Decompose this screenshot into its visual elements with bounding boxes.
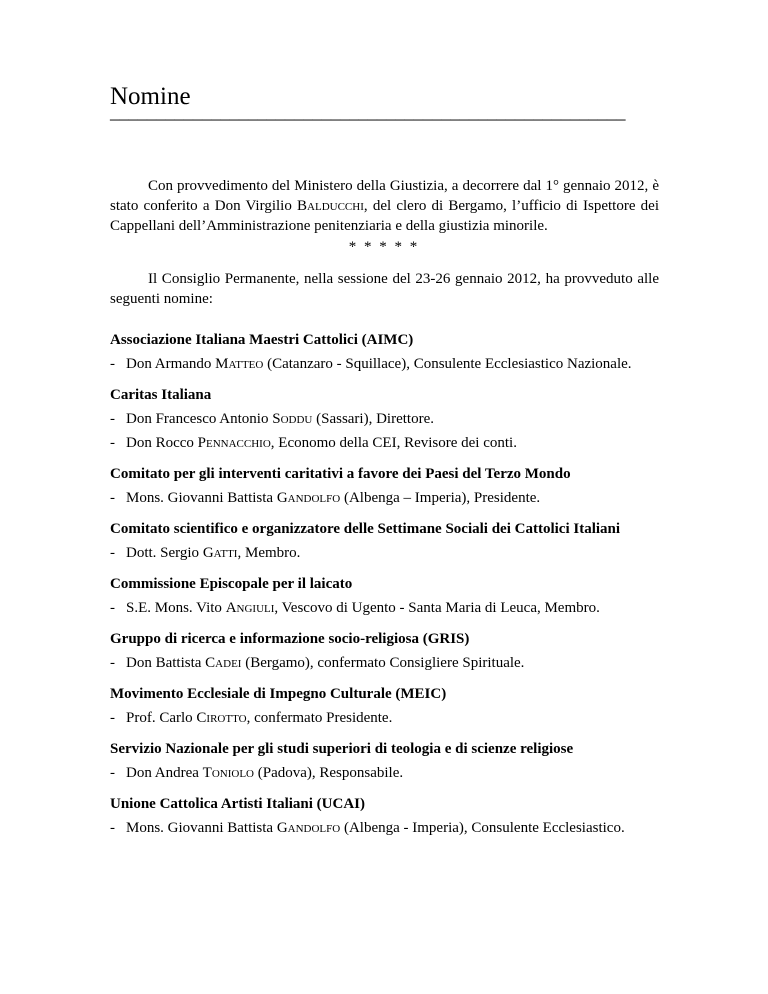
item-surname: Cirotto <box>196 710 247 726</box>
list-dash: - <box>110 545 115 561</box>
item-role: (Albenga – Imperia), Presidente. <box>340 490 541 506</box>
intro-text-after: , del clero di Bergamo, l’ufficio di Ispettore dei Cappellani dell’Amministrazione penitenziaria e della giustizia minorile. <box>110 198 660 234</box>
item-surname: Gandolfo <box>276 820 341 836</box>
appointment-section <box>110 519 690 563</box>
appointment-section <box>110 794 690 838</box>
council-paragraph: Il Consiglio Permanente, nella sessione del 23-26 gennaio 2012, ha provveduto alle seguenti nomine: <box>110 271 659 307</box>
appointment-section <box>110 739 690 783</box>
item-name: S.E. Mons. Vito <box>126 600 226 616</box>
item-name: Don Rocco <box>126 435 198 451</box>
item-role: , confermato Presidente. <box>246 710 393 726</box>
item-name: Don Francesco Antonio <box>126 411 273 427</box>
list-dash: - <box>110 765 115 781</box>
list-dash: - <box>110 820 115 836</box>
item-name: Dott. Sergio <box>126 545 203 561</box>
appointment-item <box>110 818 690 838</box>
intro-paragraph <box>110 176 659 236</box>
item-surname: Matteo <box>215 356 264 372</box>
item-role: (Bergamo), confermato Consigliere Spirituale. <box>241 655 525 671</box>
section-heading: Gruppo di ricerca e informazione socio-religiosa (GRIS) <box>110 631 470 647</box>
section-heading: Caritas Italiana <box>110 387 212 403</box>
section-heading: Movimento Ecclesiale di Impegno Culturale (MEIC) <box>110 686 447 702</box>
appointment-item <box>110 354 690 374</box>
appointments-list <box>110 330 690 849</box>
item-role: (Albenga - Imperia), Consulente Ecclesiastico. <box>340 820 625 836</box>
appointment-section <box>110 684 690 728</box>
item-surname: Cadei <box>205 655 242 671</box>
item-role: , Economo della CEI, Revisore dei conti. <box>270 435 517 451</box>
appointment-item <box>110 763 690 783</box>
item-surname: Gandolfo <box>276 490 341 506</box>
item-name: Mons. Giovanni Battista <box>126 490 277 506</box>
list-dash: - <box>110 710 115 726</box>
appointment-item <box>110 409 690 429</box>
appointment-section <box>110 330 690 374</box>
list-dash: - <box>110 411 115 427</box>
item-surname: Toniolo <box>202 765 254 781</box>
intro-surname: Balducchi <box>297 198 364 214</box>
item-role: , Membro. <box>237 545 301 561</box>
appointment-item <box>110 543 690 563</box>
list-dash: - <box>110 356 115 372</box>
item-role: (Catanzaro - Squillace), Consulente Ecclesiastico Nazionale. <box>263 356 632 372</box>
appointment-item <box>110 433 690 453</box>
item-name: Don Armando <box>126 356 216 372</box>
section-heading: Unione Cattolica Artisti Italiani (UCAI) <box>110 796 365 812</box>
list-dash: - <box>110 655 115 671</box>
item-surname: Soddu <box>272 411 313 427</box>
item-surname: Pennacchio <box>197 435 271 451</box>
item-name: Don Andrea <box>126 765 203 781</box>
item-role: (Sassari), Direttore. <box>312 411 434 427</box>
item-name: Mons. Giovanni Battista <box>126 820 277 836</box>
list-dash: - <box>110 490 115 506</box>
item-surname: Angiuli <box>225 600 275 616</box>
document-title: Nomine <box>110 83 191 110</box>
item-name: Don Battista <box>126 655 206 671</box>
intro-text-before: Con provvedimento del Ministero della Giustizia, a decorrere dal 1° gennaio 2012, è stato conferito a Don Virgilio <box>110 178 659 214</box>
appointment-section <box>110 574 690 618</box>
title-rule: ________________________________________________________ <box>110 102 626 123</box>
appointment-item <box>110 488 690 508</box>
appointment-section <box>110 629 690 673</box>
appointment-item <box>110 708 690 728</box>
appointment-section <box>110 385 690 453</box>
section-heading: Associazione Italiana Maestri Cattolici (AIMC) <box>110 332 414 348</box>
section-heading: Comitato scientifico e organizzatore delle Settimane Sociali dei Cattolici Italiani <box>110 521 621 537</box>
item-name: Prof. Carlo <box>126 710 197 726</box>
item-surname: Gatti <box>202 545 238 561</box>
section-heading: Comitato per gli interventi caritativi a favore dei Paesi del Terzo Mondo <box>110 466 571 482</box>
appointment-item <box>110 598 690 618</box>
item-role: , Vescovo di Ugento - Santa Maria di Leuca, Membro. <box>274 600 600 616</box>
section-heading: Commissione Episcopale per il laicato <box>110 576 353 592</box>
section-separator: * * * * * <box>348 239 420 255</box>
list-dash: - <box>110 435 115 451</box>
item-role: (Padova), Responsabile. <box>253 765 404 781</box>
list-dash: - <box>110 600 115 616</box>
appointment-section <box>110 464 690 508</box>
appointment-item <box>110 653 690 673</box>
section-heading: Servizio Nazionale per gli studi superiori di teologia e di scienze religiose <box>110 741 574 757</box>
